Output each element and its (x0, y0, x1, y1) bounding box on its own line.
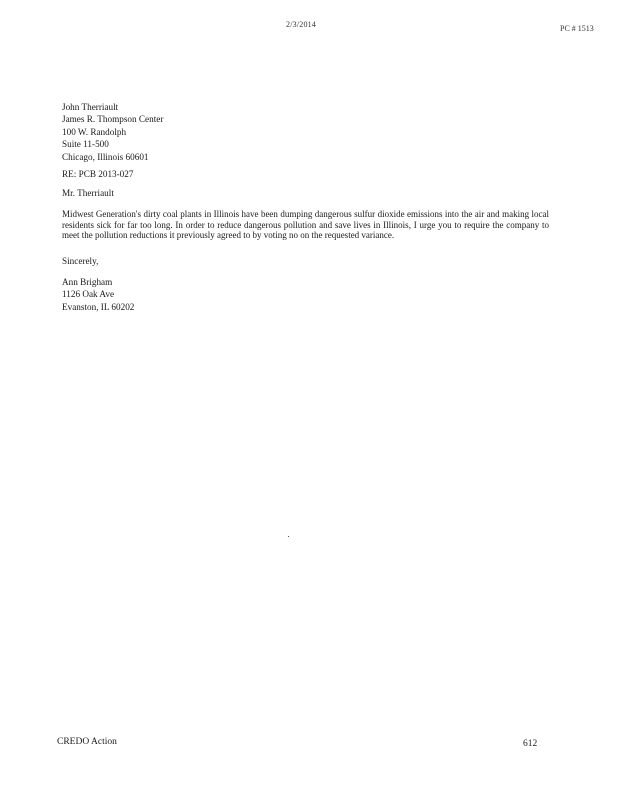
recipient-line: 100 W. Randolph (62, 126, 127, 137)
sender-signature (62, 276, 134, 313)
scan-speck (288, 536, 289, 537)
reference-line: RE: PCB 2013-027 (62, 169, 134, 179)
footer-source: CREDO Action (57, 737, 117, 747)
footer-page-number: 612 (523, 739, 538, 749)
header-date: 2/3/2014 (286, 20, 317, 29)
sender-line: Ann Brigham (62, 277, 113, 287)
recipient-address (62, 101, 163, 163)
header-doc-number: PC # 1513 (560, 24, 594, 33)
salutation: Mr. Therriault (62, 188, 114, 198)
closing: Sincerely, (62, 256, 99, 266)
sender-line: Evanston, IL 60202 (62, 301, 135, 312)
recipient-line: Chicago, Illinois 60601 (62, 151, 149, 162)
recipient-line: John Therriault (62, 102, 119, 112)
recipient-line: James R. Thompson Center (62, 114, 164, 125)
recipient-line: Suite 11-500 (62, 139, 109, 150)
sender-line: 1126 Oak Ave (62, 289, 115, 300)
letter-body: Midwest Generation's dirty coal plants in Illinois have been dumping dangerous sulfur dioxide emissions into the air and making local residents sick for far too long. In order to reduce dangerous pollution and save lives in Illinois, I urge you to require the company to meet the pollution reductions it previously agreed to by voting no on the requested variance. (62, 209, 549, 241)
